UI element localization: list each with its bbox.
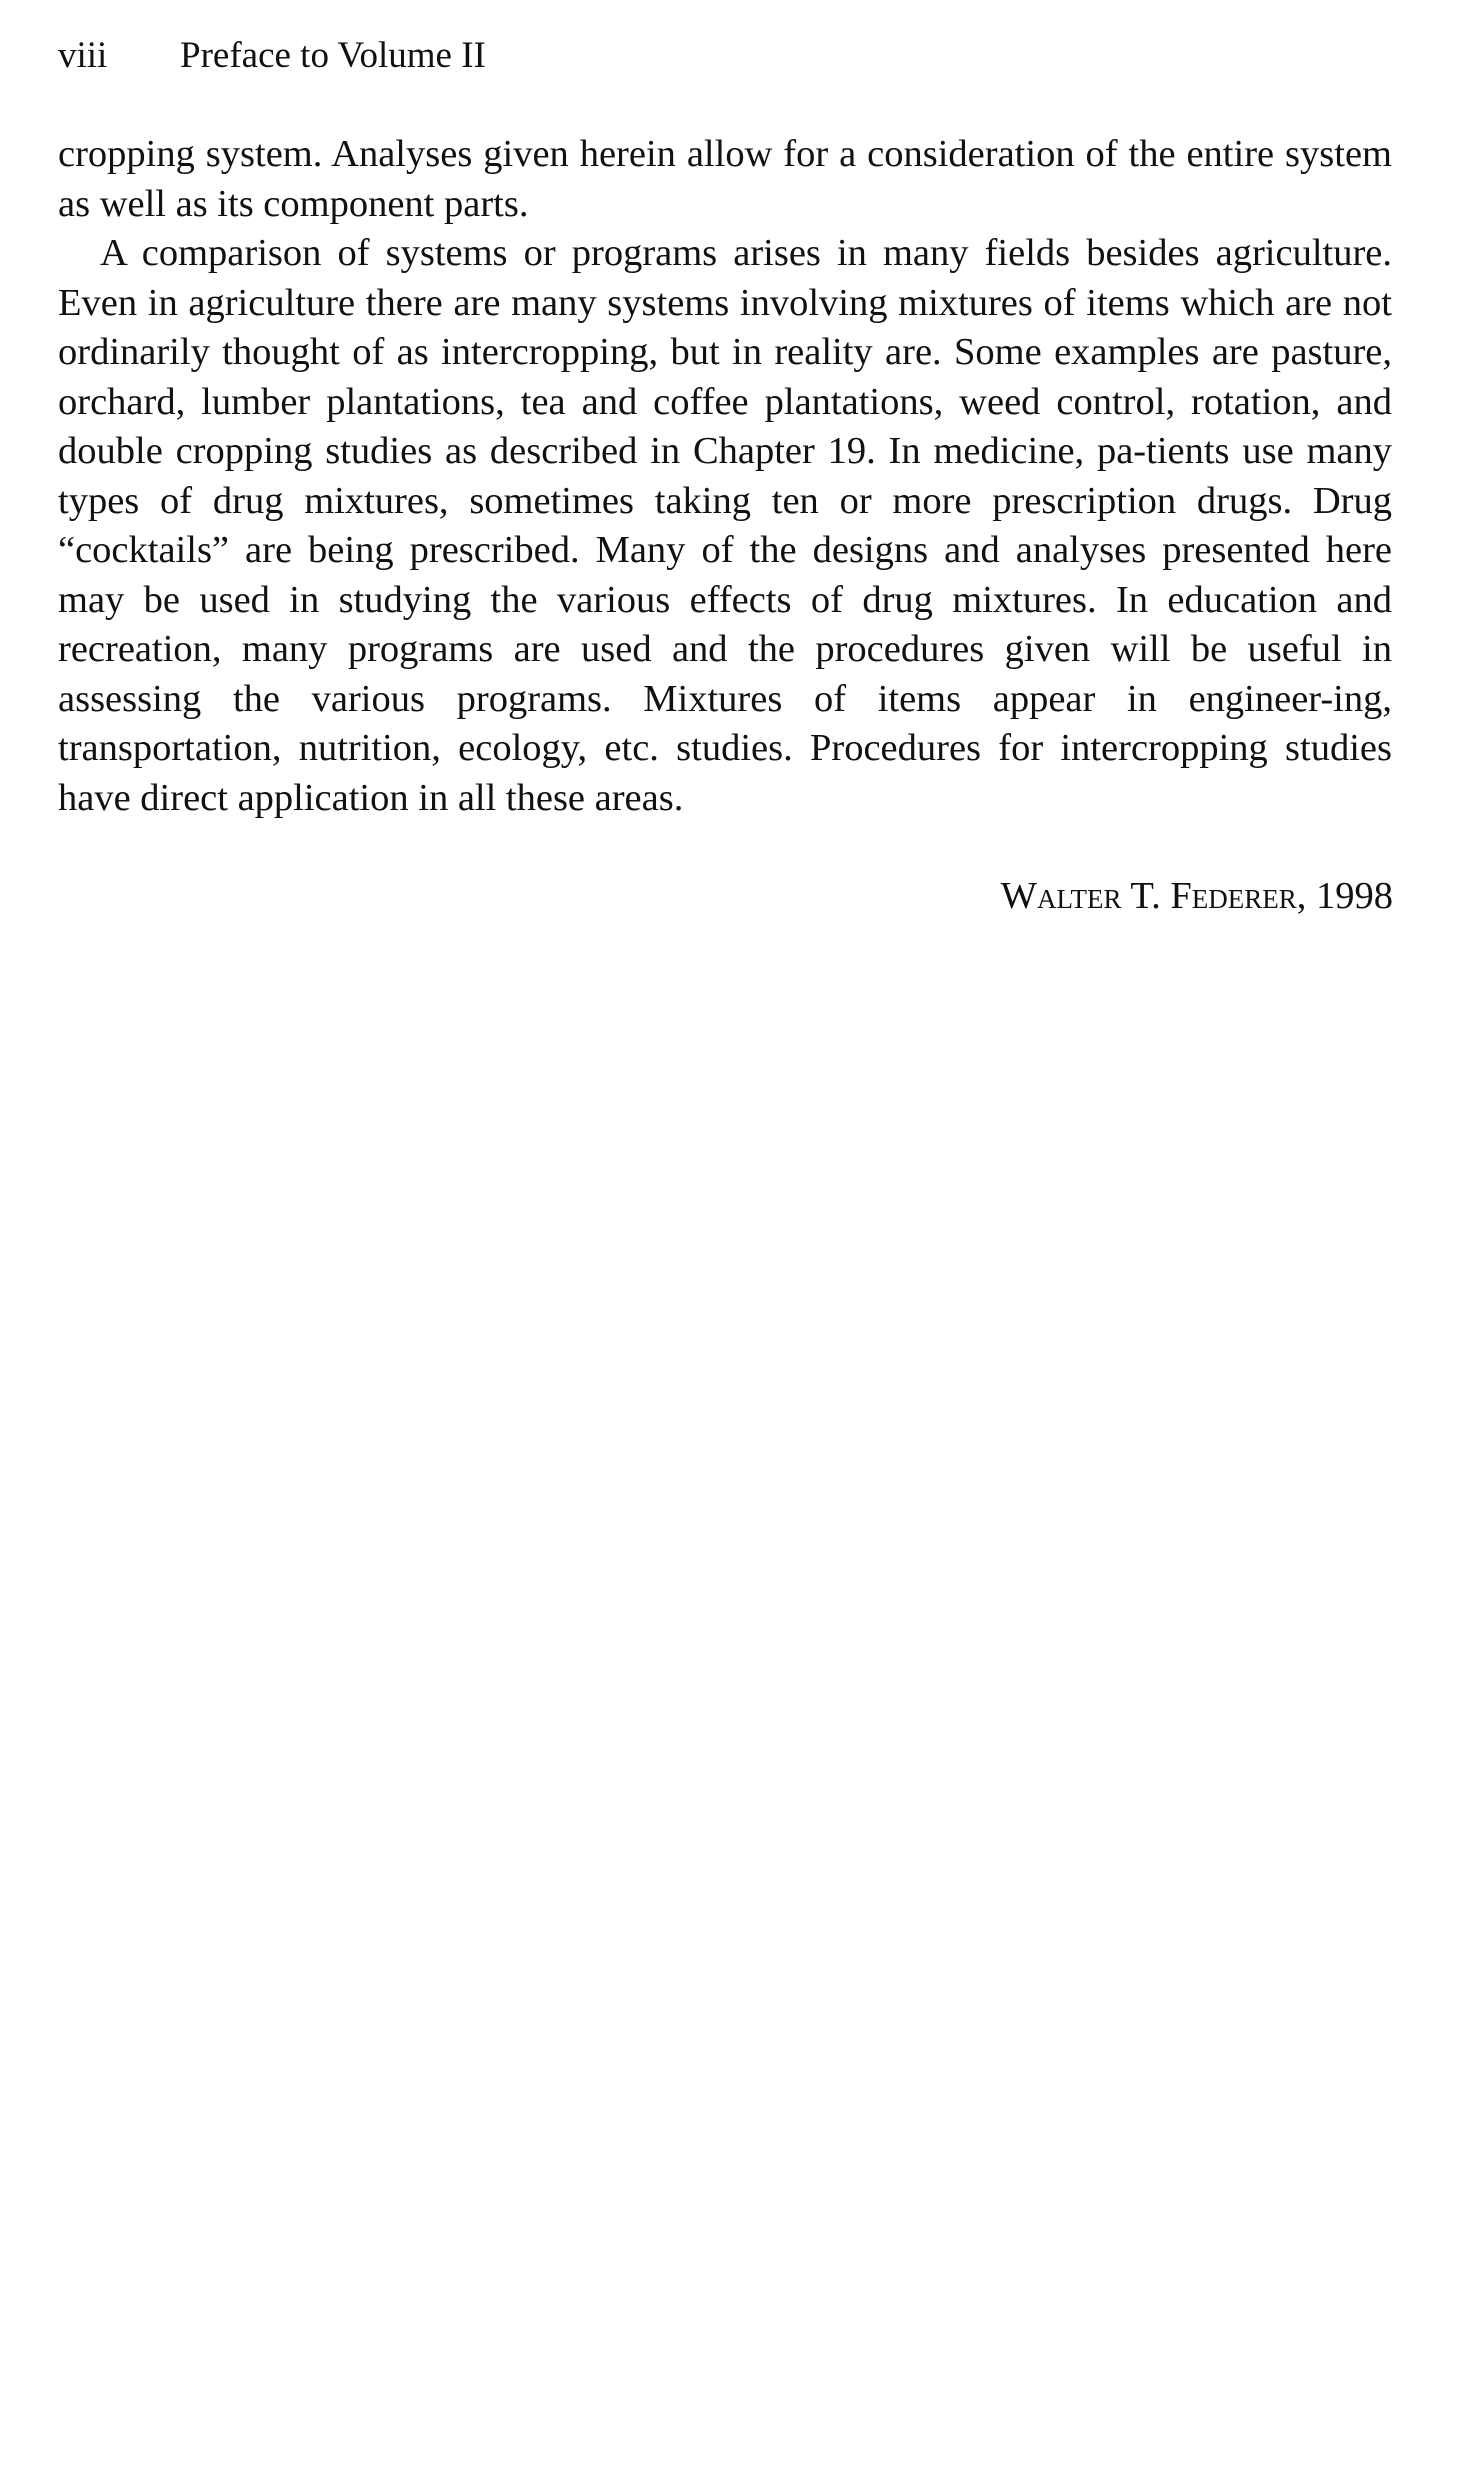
running-head-title: Preface to Volume II [180,35,486,76]
author-signature: Walter T. Federer, 1998 [1000,875,1393,917]
preface-body [58,130,1392,823]
page-number: viii [58,35,108,76]
paragraph-continued: cropping system. Analyses given herein allow for a consideration of the entire system as well as its component parts. [58,133,1392,225]
running-head [58,34,486,78]
paragraph-comparison-of-systems: A comparison of systems or programs arises in many fields besides agriculture. Even in agriculture there are many systems involving mixtures of items which are not ordinarily thought of as intercropping, but in reality are. Some examples are pasture, orchard, lumber plantations, tea and coffee plantations, weed control, rotation, and double cropping studies as described in Chapter 19. In medicine, pa-tients use many types of drug mixtures, sometimes taking ten or more prescription drugs. Drug “cocktails” are being prescribed. Many of the designs and analyses presented here may be used in studying the various effects of drug mixtures. In education and recreation, many programs are used and the procedures given will be useful in assessing the various programs. Mixtures of items appear in engineer-ing, transportation, nutrition, ecology, etc. studies. Procedures for intercropping studies have direct application in all these areas. [58,232,1392,819]
